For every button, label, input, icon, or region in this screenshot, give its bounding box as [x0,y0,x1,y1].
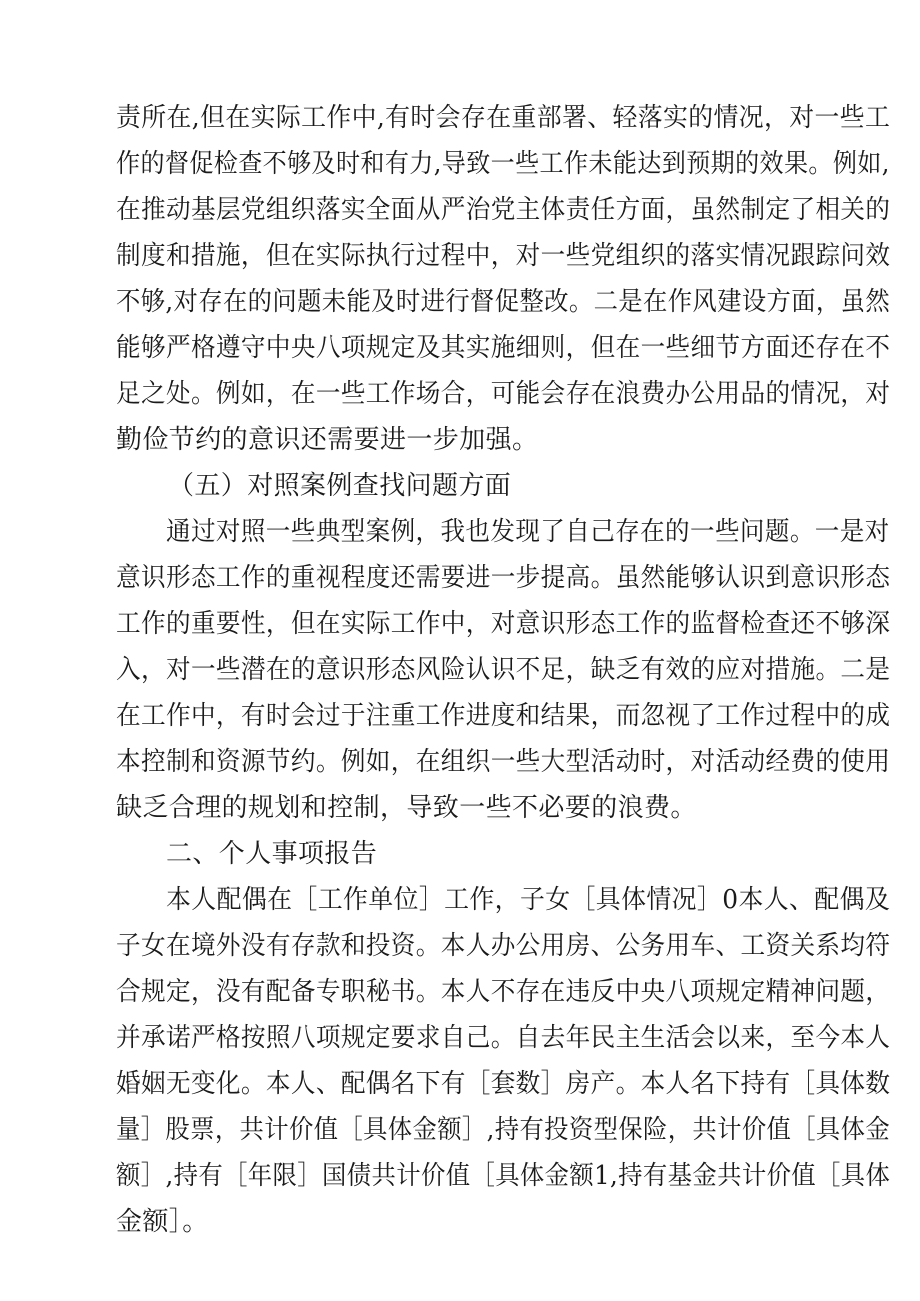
paragraph-line: 并承诺严格按照八项规定要求自己。自去年民主生活会以来，至今本人 [116,1023,891,1053]
paragraph-line: 作的督促检查不够及时和有力,导致一些工作未能达到预期的效果。例如, [116,149,890,179]
paragraph-line: 在推动基层党组织落实全面从严治党主体责任方面，虽然制定了相关的 [116,195,891,225]
paragraph-line: 足之处。例如，在一些工作场合，可能会存在浪费办公用品的情况，对 [116,379,891,409]
paragraph-line: 入，对一些潜在的意识形态风险认识不足，缺乏有效的应对措施。二是 [116,655,891,685]
paragraph-line: 本人配偶在［工作单位］工作，子女［具体情况］0本人、配偶及 [166,885,891,915]
paragraph-line: 缺乏合理的规划和控制，导致一些不必要的浪费。 [116,793,697,823]
paragraph-line: 能够严格遵守中央八项规定及其实施细则，但在一些细节方面还存在不 [116,333,891,363]
paragraph-line: 婚姻无变化。本人、配偶名下有［套数］房产。本人名下持有［具体数 [116,1069,891,1099]
paragraph-line: 责所在,但在实际工作中,有时会存在重部署、轻落实的情况，对一些工 [116,103,891,133]
paragraph-line: 金额］。 [116,1207,209,1237]
paragraph-line: 通过对照一些典型案例，我也发现了自己存在的一些问题。一是对 [166,517,890,547]
paragraph-line: 合规定，没有配备专职秘书。本人不存在违反中央八项规定精神问题， [116,977,891,1007]
paragraph-line: 不够,对存在的问题未能及时进行督促整改。二是在作风建设方面，虽然 [116,287,891,317]
paragraph-line: 在工作中，有时会过于注重工作进度和结果，而忽视了工作过程中的成 [116,701,891,731]
section-heading: （五）对照案例查找问题方面 [168,471,512,501]
paragraph-line: 额］,持有［年限］国债共计价值［具体金额1,持有基金共计价值［具体 [116,1161,891,1191]
paragraph-line: 工作的重要性，但在实际工作中，对意识形态工作的监督检查还不够深 [116,609,891,639]
paragraph-line: 意识形态工作的重视程度还需要进一步提高。虽然能够认识到意识形态 [116,563,891,593]
section-heading: 二、个人事项报告 [166,839,378,869]
paragraph-line: 量］股票，共计价值［具体金额］,持有投资型保险，共计价值［具体金 [116,1115,891,1145]
paragraph-line: 子女在境外没有存款和投资。本人办公用房、公务用车、工资关系均符 [116,931,891,961]
paragraph-line: 勤俭节约的意识还需要进一步加强。 [116,425,539,455]
paragraph-line: 制度和措施，但在实际执行过程中，对一些党组织的落实情况跟踪问效 [116,241,891,271]
paragraph-line: 本控制和资源节约。例如，在组织一些大型活动时，对活动经费的使用 [116,747,891,777]
